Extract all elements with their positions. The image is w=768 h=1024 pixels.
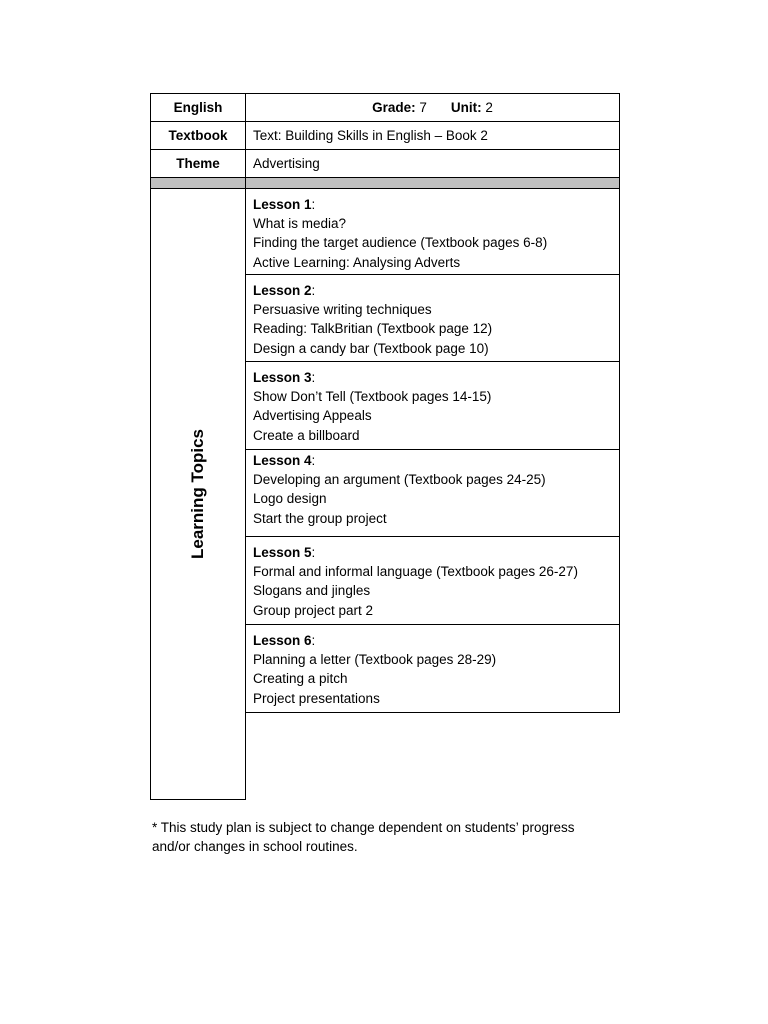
grade-unit-wrap (253, 100, 619, 115)
lesson-title: Lesson 1: (253, 197, 316, 212)
theme-label: Theme (151, 150, 246, 177)
textbook-label: Textbook (151, 122, 246, 149)
lesson-4 (245, 450, 620, 537)
lesson-item: Project presentations (253, 690, 380, 706)
grade-unit-cell (246, 94, 619, 121)
lesson-item: Design a candy bar (Textbook page 10) (253, 340, 489, 356)
lesson-item: Create a billboard (253, 427, 360, 443)
note-line: * This study plan is subject to change dependent on students’ progress (152, 820, 575, 835)
lesson-item: Persuasive writing techniques (253, 302, 432, 318)
note-line: and/or changes in school routines. (152, 839, 358, 854)
textbook-value: Text: Building Skills in English – Book 2 (253, 128, 488, 143)
lesson-title: Lesson 4: (253, 453, 316, 468)
textbook-row (150, 121, 620, 149)
lesson-2 (245, 275, 620, 362)
lesson-item: Slogans and jingles (253, 583, 371, 599)
lesson-3 (245, 362, 620, 450)
lesson-item: Group project part 2 (253, 602, 374, 618)
grade-label: Grade: (372, 100, 416, 115)
lesson-title: Lesson 3: (253, 370, 316, 385)
grade-value: 7 (419, 100, 427, 115)
theme-row (150, 149, 620, 177)
unit-label: Unit: (450, 100, 482, 115)
lesson-item: Advertising Appeals (253, 408, 372, 424)
lesson-title: Lesson 2: (253, 283, 316, 298)
lesson-item: Active Learning: Analysing Adverts (253, 254, 461, 270)
lesson-item: Creating a pitch (253, 671, 348, 687)
lesson-title: Lesson 6: (253, 633, 316, 648)
theme-value: Advertising (253, 156, 320, 171)
subject-cell: English (151, 94, 246, 121)
header-row (150, 93, 620, 121)
lesson-item: What is media? (253, 216, 347, 232)
learning-topics-label: Learning Topics (188, 428, 207, 560)
lesson-item: Developing an argument (Textbook pages 24-25) (253, 472, 546, 488)
lesson-item: Show Don’t Tell (Textbook pages 14-15) (253, 389, 492, 405)
lesson-item: Finding the target audience (Textbook pages 6-8) (253, 235, 548, 251)
unit-value: 2 (485, 100, 493, 115)
lesson-item: Formal and informal language (Textbook pages 26-27) (253, 564, 578, 580)
learning-topics-cell (150, 189, 246, 800)
lesson-title: Lesson 5: (253, 545, 316, 560)
separator-left (151, 178, 246, 188)
separator-row (150, 177, 620, 189)
lesson-5 (245, 537, 620, 625)
lesson-item: Reading: TalkBritian (Textbook page 12) (253, 321, 493, 337)
lesson-item: Start the group project (253, 510, 387, 526)
lesson-item: Planning a letter (Textbook pages 28-29) (253, 652, 497, 668)
lesson-6 (245, 625, 620, 713)
lesson-1 (245, 189, 620, 275)
lesson-item: Logo design (253, 491, 327, 507)
disclaimer-note (152, 818, 622, 856)
